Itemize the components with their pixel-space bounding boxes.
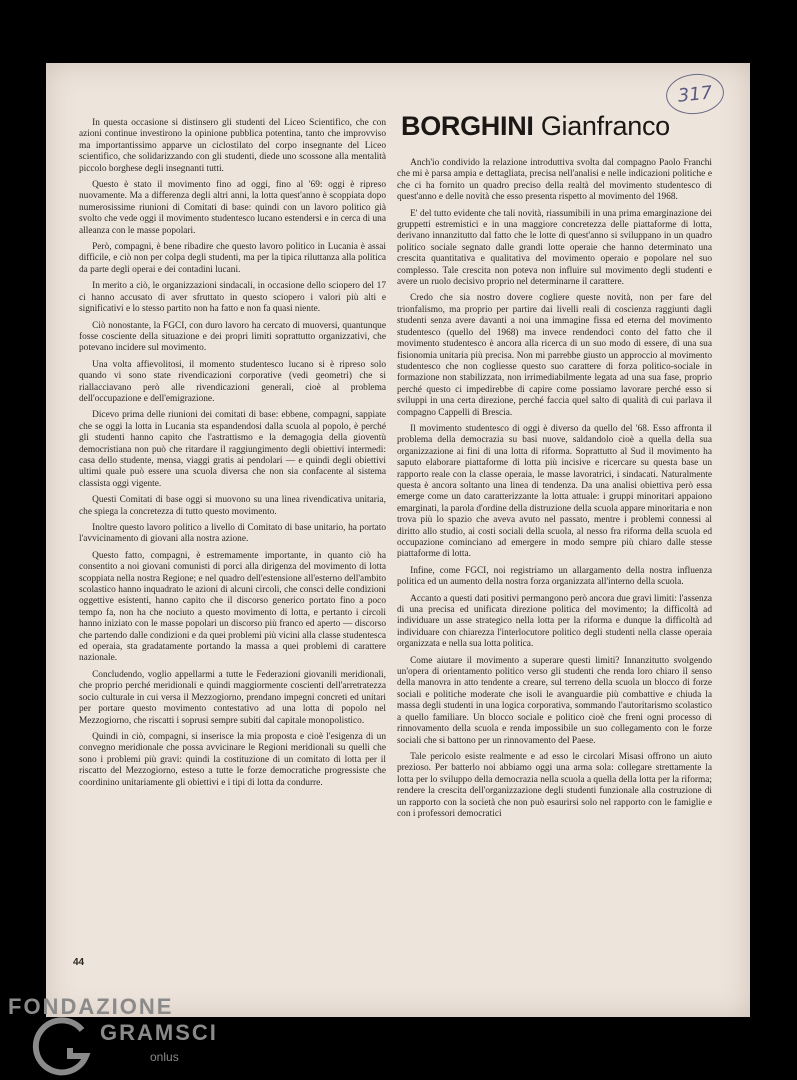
paragraph: Questo fatto, compagni, è estremamente importante, in quanto ciò ha consentito a noi giovani comunisti di porci alla dirigenza del movimento di lotta scoppiata nella nostra Regione; e nel quadro dell'estensione all'esterno dell'ambito scolastico hanno inquadrato le azioni di alcuni circoli, che consci delle condizioni oggettive esistenti, hanno capito che il discorso generico portato fino a poco tempo fa, non ha che nociuto a questo movimento di lotta, e pertanto i circoli hanno iniziato con le masse popolari un discorso più franco ed aperto — discorso che partendo dalle condizioni e da quei problemi più vicini alla classe studentesca ed operaia, sta gradatamente portando la massa a quei problemi di carattere nazionale.	[79, 550, 386, 664]
page-number: 44	[73, 957, 85, 968]
author-name: Gianfranco	[540, 111, 670, 141]
paragraph: Dicevo prima delle riunioni dei comitati di base: ebbene, compagni, sappiate che se oggi la lotta in Lucania sta espandendosi dalla scuola al popolo, è perché gli studenti hanno capito che l'astrattismo e la demagogia della gioventù democristiana non può che ritardare il raggiungimento degli obiettivi intermedi: casa dello studente, mensa, viaggi gratis ai pendolari — e quindi degli obiettivi ultimi quale può essere una scuola diversa che non sia confacente al sistema classista oggi vigente.	[79, 410, 386, 489]
paragraph: Anch'io condivido la relazione introduttiva svolta dal compagno Paolo Franchi che mi è parsa ampia e dettagliata, precisa nell'analisi e nelle indicazioni politiche e che ci ha fornito un quadro preciso della realtà del movimento studentesco di quest'anno e delle novità che esso presenta rispetto al movimento del 1968.	[397, 158, 712, 203]
paragraph: Però, compagni, è bene ribadire che questo lavoro politico in Lucania è assai difficile, e ciò non per colpa degli studenti, ma per la tipica riluttanza alla politica da parte degli operai e dei contadini lucani.	[79, 242, 386, 275]
watermark-line1: FONDAZIONE	[8, 994, 174, 1019]
fondazione-gramsci-watermark	[0, 992, 240, 1080]
paragraph: Questi Comitati di base oggi si muovono su una linea rivendicativa unitaria, che spiega la concretezza di tutto questo movimento.	[79, 495, 386, 517]
right-column	[397, 158, 712, 825]
paragraph: Tale pericolo esiste realmente e ad esso le circolari Misasi offrono un aiuto prezioso. Per batterlo noi abbiamo oggi una arma sola: collegare strettamente la lotta per lo sviluppo della democrazia nella scuola a quella della lotta per la riforma; rendere la crescita dell'organizzazione degli studenti funzionale alla costruzione di un rapporto con la società che non può esaurirsi solo nel rapporto con le famiglie e con i professori democratici	[397, 751, 712, 819]
author-title	[401, 111, 711, 142]
watermark-line2: GRAMSCI	[100, 1020, 218, 1045]
author-surname: BORGHINI	[401, 111, 534, 141]
paragraph: Il movimento studentesco di oggi è diverso da quello del '68. Esso affronta il problema della democrazia su basi nuove, saldandolo cioè a quella della sua organizzazione ai fini di una lotta di riforma. Soprattutto al Sud il movimento ha saputo elaborare piattaforme di lotta più incisive e ricercare su questa base un rapporto reale con la classe operaia, le masse lavoratrici, i sindacati. Naturalmente questa è ancora soltanto una linea di tendenza. Da una analisi obiettiva però essa emerge come un dato caratterizzante la lotta attuale: i gruppi minoritari appaiono emarginati, la parola d'ordine della distruzione della scuola appare minoritaria e non trova più lo spazio che aveva avuto nel passato, mentre i problemi connessi al diritto allo studio, ai costi sociali della scuola, al nesso fra riforma della scuola ed occupazione cominciano ad emergere in modo sempre più chiaro dalle stesse piattaforme di lotta.	[397, 423, 712, 560]
paragraph: In questa occasione si distinsero gli studenti del Liceo Scientifico, che con azioni continue investirono la opinione pubblica potentina, tanto che improvviso ma importantissimo apparve un ciclostilato del corpo insegnante del Liceo scientifico, che solidarizzando con gli studenti, diede uno scossone alla mentalità piccolo borghese degli insegnanti tutti.	[79, 118, 386, 174]
left-column	[79, 118, 386, 794]
gramsci-logo-icon	[30, 1016, 100, 1078]
paragraph: Inoltre questo lavoro politico a livello di Comitato di base unitario, ha portato l'avvicinamento di giovani alla nostra azione.	[79, 523, 386, 545]
paragraph: In merito a ciò, le organizzazioni sindacali, in occasione dello sciopero del 17 ci hanno accusato di aver sfruttato in questo sciopero i valori più alti e significativi e lo stesso partito non ha fatto e non fa quasi niente.	[79, 281, 386, 315]
paragraph: Accanto a questi dati positivi permangono però ancora due gravi limiti: l'assenza di una precisa ed unificata direzione politica del movimento; la difficoltà ad individuare un asse strategico nella lotta per la riforma e dunque la difficoltà ad individuare con chiarezza l'interlocutore politico degli studenti nella classe operaia organizzata e nella sua lotta politica.	[397, 593, 712, 650]
paragraph: Come aiutare il movimento a superare questi limiti? Innanzitutto svolgendo un'opera di orientamento politico verso gli studenti che renda loro chiaro il senso della manovra in atto tendente a creare, sul terreno della scuola un blocco di forze sociali e politiche moderate che isoli le avanguardie più combattive e chiuda la massa degli studenti in una logica corporativa, sommando l'autoritarismo scolastico a quello familiare. Un blocco sociale e politico cioè che freni ogni processo di rinnovamento della scuola e renda impossibile un suo collegamento con le forze sociali che si battono per un rinnovamento del Paese.	[397, 655, 712, 746]
handwritten-page-number: 317	[664, 71, 726, 117]
paragraph: Infine, come FGCI, noi registriamo un allargamento della nostra influenza politica ed un aumento della nostra forza organizzata all'interno della scuola.	[397, 565, 712, 588]
paragraph: E' del tutto evidente che tali novità, riassumibili in una prima emarginazione dei gruppetti estremistici e in una maggiore concretezza delle piattaforme di lotta, derivano innanzitutto dal fatto che le lotte di quest'anno si sviluppano in un quadro politico sociale segnato dalle grandi lotte operaie che hanno determinato una crescita quantitativa e qualitativa del movimento operaio e popolare nel suo complesso. Tale crescita non poteva non influire sul movimento degli studenti e avere un ruolo decisivo proprio nel determinarne il carattere.	[397, 208, 712, 288]
paragraph: Concludendo, voglio appellarmi a tutte le Federazioni giovanili meridionali, che proprio perché meridionali e quindi maggiormente coscienti dell'arretratezza socio culturale in cui versa il Mezzogiorno, prendano impegni concreti ed unitari per portare questo movimento contestativo ad una lotta di popolo nel Mezzogiorno, che riscatti i soprusi sempre subiti dal capitale monopolistico.	[79, 669, 386, 726]
paragraph: Quindi in ciò, compagni, si inserisce la mia proposta e cioè l'esigenza di un convegno meridionale che possa avvicinare le Regioni meridionali su quelli che sono i problemi più gravi: quindi la costituzione di un comitato di lotta per il riscatto del Mezzogiorno, esteso a tutte le forze democratiche progressiste che coordinino unitariamente gli obiettivi e i tipi di lotta da condurre.	[79, 731, 386, 788]
watermark-line3: onlus	[150, 1050, 179, 1064]
paragraph: Credo che sia nostro dovere cogliere queste novità, non per fare del trionfalismo, ma proprio per partire dai livelli reali di coscienza raggiunti dagli studenti senza avere davanti a noi una immagine fissa ed eterna del movimento studentesco (quello del 1968) ma invece rendendoci conto del fatto che il movimento studentesco è ancora alla ricerca di un suo modo di essere, di una sua fisionomia unitaria più precisa. Non mi parrebbe giusto un approccio al movimento studentesco che non cogliesse questo suo carattere di forza politico-sociale in formazione non stabilizzata, non irrimediabilmente legata ad una sua fase, proprio perché questo ci impedirebbe di capire come possiamo lavorare perché esso si sviluppi in una certa direzione, perché faccia quel salto di qualità di cui parlava il compagno Cappelli di Brescia.	[397, 293, 712, 418]
paragraph: Ciò nonostante, la FGCI, con duro lavoro ha cercato di muoversi, quantunque fosse cosciente della situazione e dei propri limiti soprattutto organizzativi, che potevano incidere sul movimento.	[79, 320, 386, 354]
paragraph: Questo è stato il movimento fino ad oggi, fino al '69: oggi è ripreso nuovamente. Ma a differenza degli altri anni, la lotta quest'anno è scoppiata dopo numerosissime riunioni di Comitati di base: quindi con un lavoro politico già svolto che vede oggi il movimento studentesco lucano estendersi e in cerca di una alleanza con le masse popolari.	[79, 180, 386, 236]
paragraph: Una volta affievolitosi, il momento studentesco lucano si è ripreso solo quando vi sono state rivendicazioni corporative (vedi geometri) che si riallacciavano però alle rivendicazioni generali, cioè al problema dell'occupazione e dell'emigrazione.	[79, 359, 386, 404]
